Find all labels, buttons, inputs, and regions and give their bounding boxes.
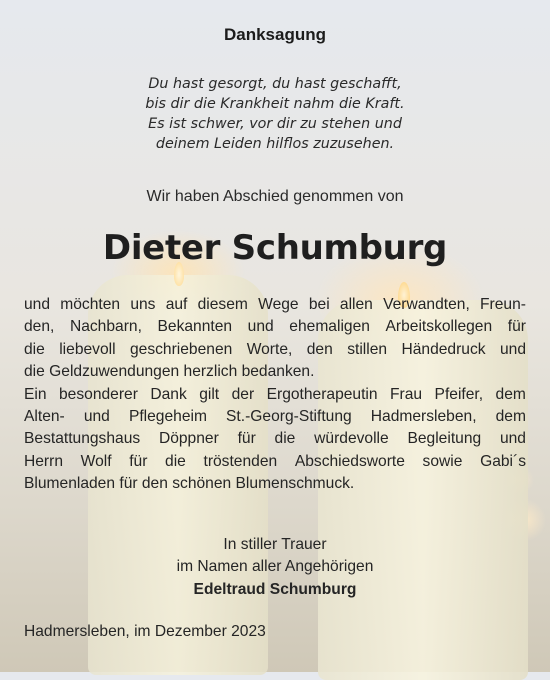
body-word: Ein	[24, 385, 47, 403]
body-word: und	[499, 430, 526, 448]
body-word: und	[24, 296, 51, 313]
body-word: Frau	[390, 385, 423, 403]
body-word: stillen	[347, 340, 388, 358]
body-word: diesem	[197, 296, 248, 313]
body-line	[24, 428, 526, 450]
body-word: Pfeifer,	[434, 385, 484, 403]
body-word: die	[274, 430, 296, 448]
body-word: Ergotherapeutin	[266, 385, 378, 403]
body-word: besonderer	[59, 385, 138, 403]
body-word: Döppner	[158, 430, 219, 448]
body-line	[24, 406, 526, 428]
poem-line: deinem Leiden hilflos zuzusehen.	[155, 136, 395, 152]
body-line: die Geldzuwendungen herzlich bedanken.	[24, 363, 315, 381]
body-word: Herrn	[24, 452, 63, 470]
body-word: Nachbarn,	[69, 318, 142, 336]
body-word: der	[231, 385, 255, 403]
body-word: dem	[495, 408, 526, 426]
poem-line: Es ist schwer, vor dir zu stehen und	[148, 116, 402, 132]
body-word: den	[306, 340, 333, 358]
intro-text: Wir haben Abschied genommen von	[146, 188, 404, 205]
body-word: geschriebenen	[129, 340, 233, 358]
body-word: auf	[165, 296, 188, 313]
body-word: Dank	[150, 385, 187, 403]
closing-line: In stiller Trauer	[223, 536, 327, 553]
body-word: und	[83, 408, 110, 426]
body-line	[24, 339, 526, 361]
body-word: für	[129, 452, 148, 470]
body-line	[24, 316, 526, 338]
body-word: für	[507, 318, 526, 336]
body-word: tröstenden	[203, 452, 278, 470]
body-word: und	[499, 340, 526, 358]
closing-line: im Namen aller Angehörigen	[176, 558, 374, 576]
body-line	[24, 384, 526, 406]
heading: Danksagung	[223, 25, 327, 44]
body-word: ehemaligen	[289, 318, 370, 336]
body-word: und	[247, 318, 274, 336]
body-word: uns	[130, 296, 156, 313]
poem-line: bis dir die Krankheit nahm die Kraft.	[145, 96, 405, 112]
body-word: allen	[339, 296, 373, 313]
poem-line: Du hast gesorgt, du hast geschafft,	[148, 76, 402, 92]
body-word: Wege	[258, 296, 299, 313]
closing-block	[0, 534, 550, 601]
deceased-name: Dieter Schumburg	[102, 228, 448, 268]
body-word: Wolf	[80, 452, 112, 470]
body-line: Blumenladen für den schönen Blumenschmuck.	[24, 475, 355, 493]
body-word: Gabi´s	[480, 452, 526, 470]
body-word: Pflegeheim	[128, 408, 207, 426]
body-word: Bestattungshaus	[24, 430, 141, 448]
body-word: bei	[308, 296, 330, 313]
body-word: Worte,	[246, 340, 293, 358]
body-line	[24, 451, 526, 473]
poem	[0, 74, 550, 154]
body-word: würdevolle	[314, 430, 389, 448]
body-word: die	[24, 340, 45, 358]
body-word: dem	[495, 385, 526, 403]
body-word: Bekannten	[157, 318, 233, 336]
body-word: den,	[24, 318, 55, 336]
body-word: Hadmersleben,	[370, 408, 477, 426]
body-line	[24, 294, 526, 316]
signer-name: Edeltraud Schumburg	[193, 580, 357, 598]
body-word: Händedruck	[401, 340, 486, 358]
body-word: Abschiedsworte	[294, 452, 405, 470]
body-word: Begleitung	[407, 430, 482, 448]
body-word: möchten	[60, 296, 121, 313]
body-word: gilt	[199, 385, 220, 403]
body-word: Verwandten,	[383, 296, 470, 313]
place-date: Hadmersleben, im Dezember 2023	[24, 623, 266, 640]
body-word: sowie	[422, 452, 463, 470]
body-word: die	[165, 452, 186, 470]
body-text	[24, 294, 526, 496]
body-word: St.-Georg-Stiftung	[226, 408, 352, 426]
body-word: liebevoll	[59, 340, 116, 358]
body-word: für	[237, 430, 256, 448]
body-word: Alten-	[24, 408, 65, 426]
body-word: Arbeitskollegen	[385, 318, 493, 336]
body-word: Freun-	[480, 296, 526, 313]
